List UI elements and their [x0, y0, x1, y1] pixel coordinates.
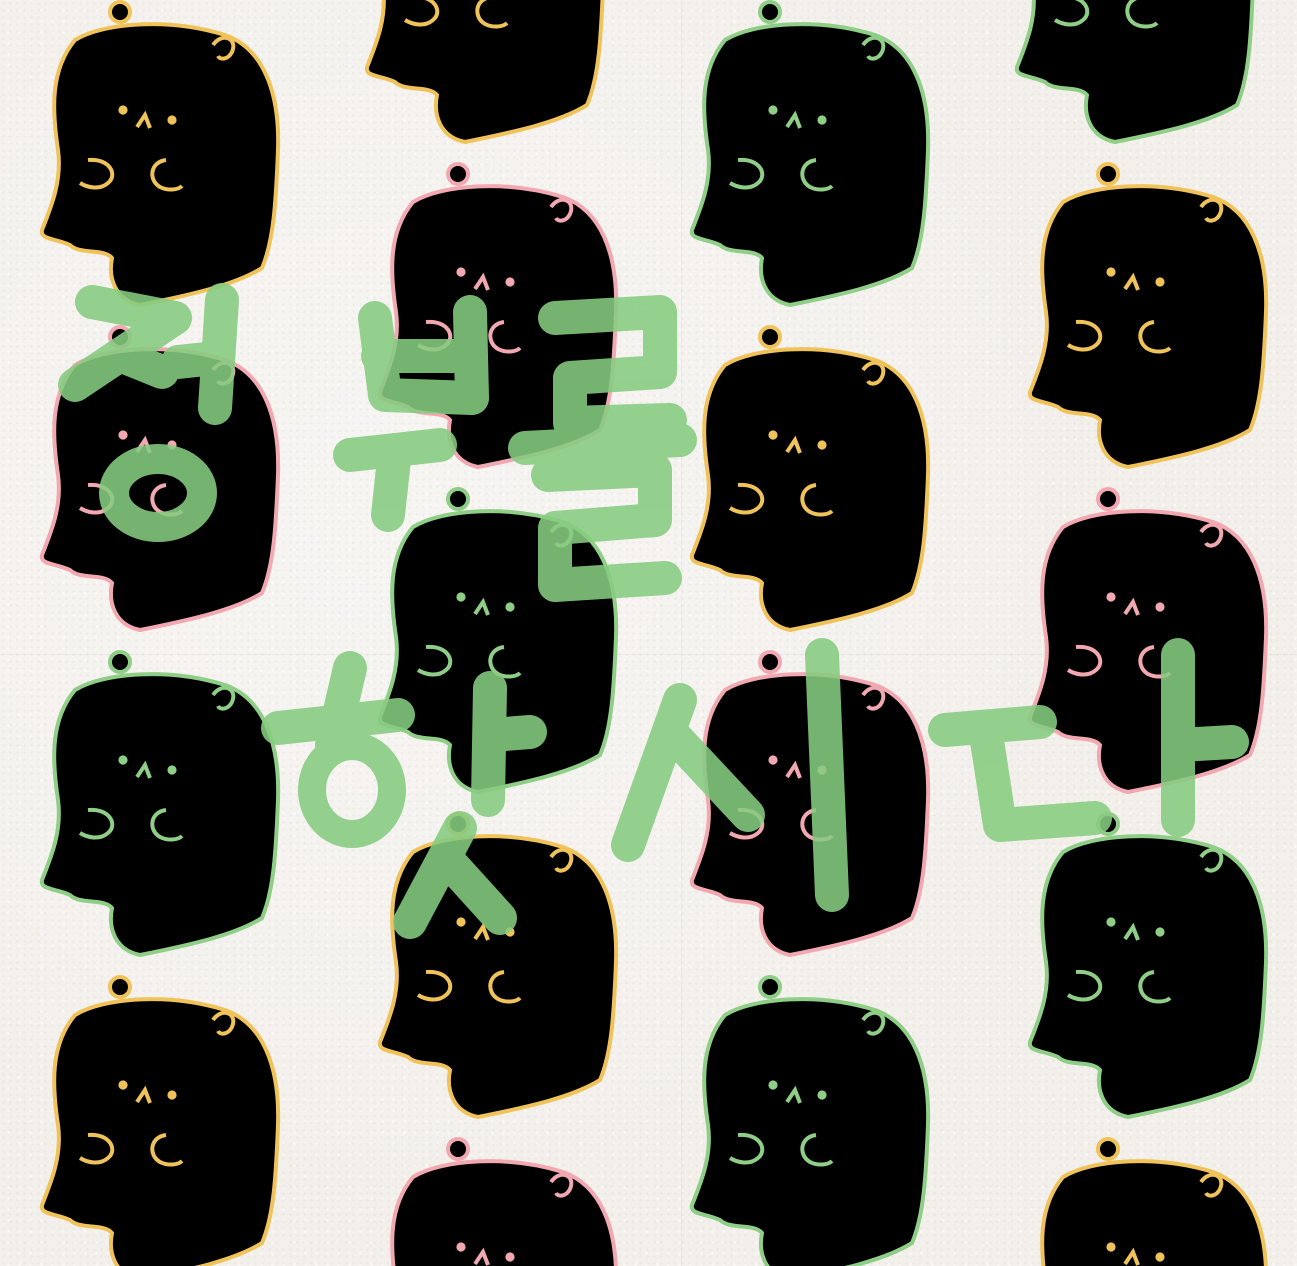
ghost-pattern — [42, 0, 1266, 1266]
ghost-doodle-yellow — [42, 977, 278, 1266]
ghost-doodle-yellow — [1030, 1139, 1266, 1266]
ghost-doodle-green — [42, 652, 278, 955]
ghost-doodle-green — [1030, 814, 1266, 1117]
ghost-doodle-yellow — [42, 2, 278, 305]
slogan-text — [8, 1244, 86, 1260]
ghost-doodle-yellow — [1030, 164, 1266, 467]
ghost-doodle-pink — [380, 1139, 616, 1266]
ghost-doodle-yellow — [380, 814, 616, 1117]
ghost-doodle-green — [1017, 0, 1253, 142]
ghost-doodle-yellow — [367, 0, 603, 142]
ghost-doodle-green — [692, 2, 928, 305]
ghost-doodle-green — [692, 977, 928, 1266]
ghost-doodle-yellow — [692, 327, 928, 630]
